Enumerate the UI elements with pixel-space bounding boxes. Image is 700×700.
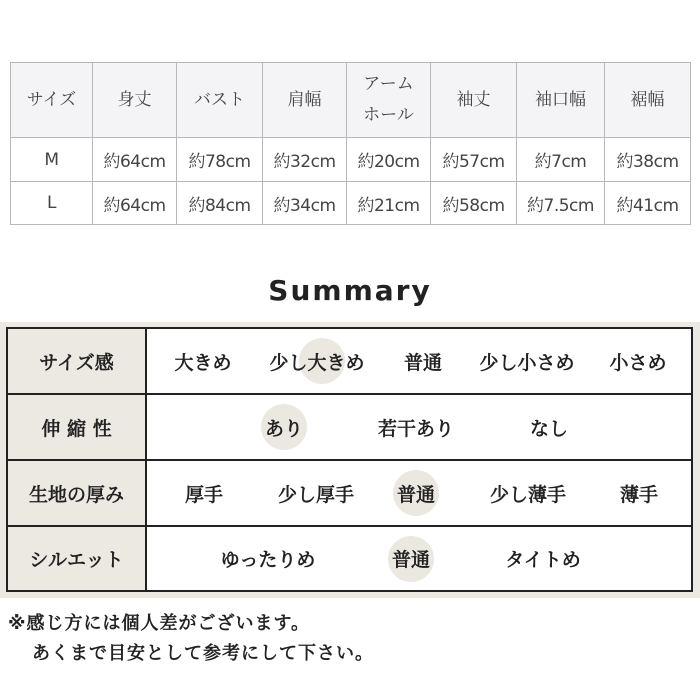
summary-option-selected: 少し大きめ bbox=[269, 351, 365, 374]
size-table bbox=[10, 62, 691, 225]
summary-option: ゆったりめ bbox=[220, 549, 316, 571]
summary-option: 若干あり bbox=[377, 417, 455, 440]
size-cell: 約32cm bbox=[263, 138, 347, 182]
summary-heading: Summary bbox=[268, 274, 432, 307]
size-cell: M bbox=[11, 138, 93, 182]
header-cuff-width: 袖口幅 bbox=[517, 63, 605, 138]
size-table-header-row bbox=[11, 63, 691, 138]
size-cell: 約38cm bbox=[605, 138, 691, 182]
size-cell: 約41cm bbox=[605, 182, 691, 225]
size-cell: 約64cm bbox=[93, 182, 177, 225]
size-cell: 約84cm bbox=[177, 182, 263, 225]
header-shoulder: 肩幅 bbox=[263, 63, 347, 138]
summary-label: シルエット bbox=[8, 527, 147, 590]
summary-option: なし bbox=[529, 417, 569, 440]
summary-option: 少し厚手 bbox=[277, 483, 355, 506]
summary-option: タイトめ bbox=[505, 549, 581, 571]
size-row-m bbox=[11, 138, 691, 182]
summary-option: 大きめ bbox=[174, 351, 232, 374]
summary-option: 少し小さめ bbox=[479, 351, 575, 374]
summary-option: 少し薄手 bbox=[489, 483, 567, 506]
summary-option: 普通 bbox=[403, 351, 443, 374]
summary-option-selected: あり bbox=[264, 417, 304, 440]
size-cell: L bbox=[11, 182, 93, 225]
header-length: 身丈 bbox=[93, 63, 177, 138]
summary-option: 厚手 bbox=[184, 483, 224, 506]
summary-row-fit bbox=[8, 329, 691, 395]
header-size: サイズ bbox=[11, 63, 93, 138]
size-cell: 約34cm bbox=[263, 182, 347, 225]
size-cell: 約64cm bbox=[93, 138, 177, 182]
size-cell: 約7.5cm bbox=[517, 182, 605, 225]
summary-table bbox=[6, 327, 693, 592]
header-armhole: アーム ホール bbox=[347, 63, 431, 138]
summary-label: サイズ感 bbox=[8, 329, 147, 393]
summary-row-thickness bbox=[8, 461, 691, 527]
summary-option: 薄手 bbox=[619, 483, 659, 506]
header-bust: バスト bbox=[177, 63, 263, 138]
summary-option: 小さめ bbox=[609, 351, 667, 374]
size-row-l bbox=[11, 182, 691, 225]
header-sleeve-length: 袖丈 bbox=[431, 63, 517, 138]
summary-option-selected: 普通 bbox=[391, 549, 431, 571]
note-line-1: ※感じ方には個人差がございます。 bbox=[8, 613, 311, 634]
size-cell: 約57cm bbox=[431, 138, 517, 182]
header-hem-width: 裾幅 bbox=[605, 63, 691, 138]
note-line-2: あくまで目安として参考にして下さい。 bbox=[32, 643, 374, 664]
summary-row-silhouette bbox=[8, 527, 691, 590]
summary-section bbox=[0, 322, 700, 598]
summary-row-stretch bbox=[8, 395, 691, 461]
summary-label: 生地の厚み bbox=[8, 461, 147, 525]
size-cell: 約20cm bbox=[347, 138, 431, 182]
summary-option-selected: 普通 bbox=[396, 483, 436, 506]
size-cell: 約78cm bbox=[177, 138, 263, 182]
summary-label: 伸 縮 性 bbox=[8, 395, 147, 459]
size-cell: 約7cm bbox=[517, 138, 605, 182]
size-cell: 約21cm bbox=[347, 182, 431, 225]
size-cell: 約58cm bbox=[431, 182, 517, 225]
